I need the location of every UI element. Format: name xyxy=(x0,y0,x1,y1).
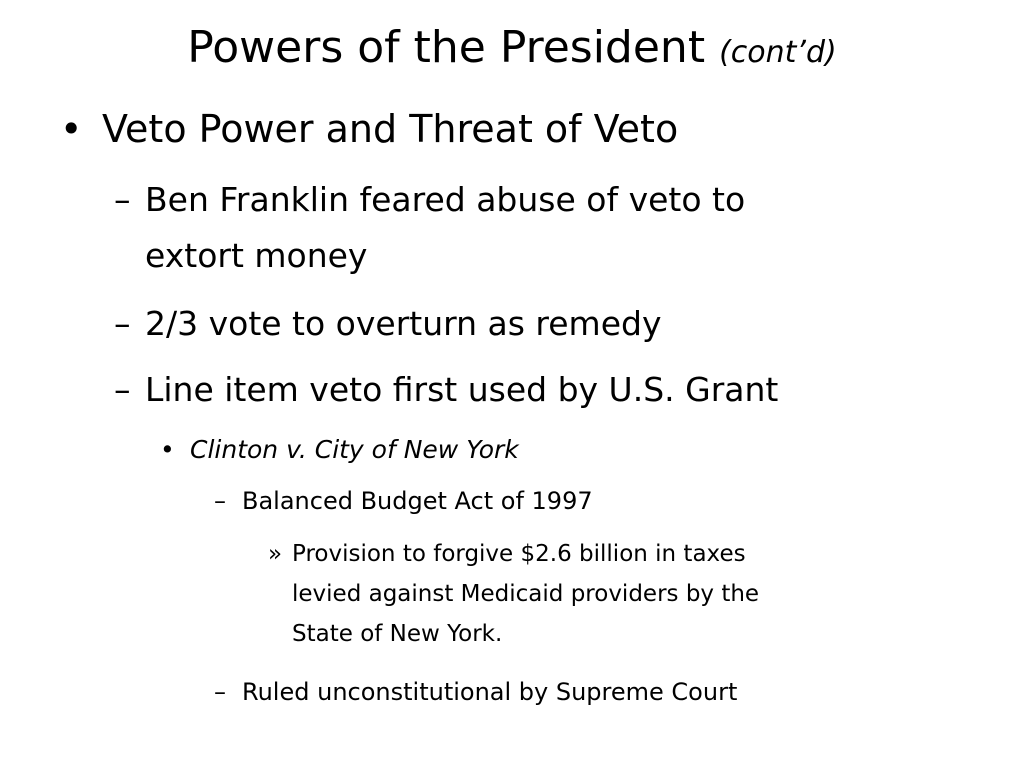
title-subtitle: (cont’d) xyxy=(719,35,837,70)
dash-marker: – xyxy=(114,180,131,219)
bullet-text: Ruled unconstitutional by Supreme Court xyxy=(242,678,738,706)
bullet-text: Balanced Budget Act of 1997 xyxy=(242,487,593,515)
bullet-text: Line item veto first used by U.S. Grant xyxy=(145,370,779,409)
case-name: Clinton v. City of New York xyxy=(190,435,519,464)
dash-marker: – xyxy=(214,678,226,706)
chevron-marker: » xyxy=(268,541,283,567)
bullet-text-line-2: extort money xyxy=(145,236,368,275)
slide-title xyxy=(0,16,1024,85)
title-main: Powers of the President xyxy=(187,22,706,73)
bullet-text-line-2: levied against Medicaid providers by the xyxy=(292,581,760,607)
dash-marker: – xyxy=(214,487,226,515)
bullet-marker: • xyxy=(60,107,83,151)
bullet-marker: • xyxy=(160,435,175,464)
bullet-text: 2/3 vote to overturn as remedy xyxy=(145,304,662,343)
bullet-text-line-1: Ben Franklin feared abuse of veto to xyxy=(145,180,746,219)
bullet-text: Veto Power and Threat of Veto xyxy=(102,107,679,151)
bullet-text-line-1: Provision to forgive $2.6 billion in taxes xyxy=(292,541,746,567)
dash-marker: – xyxy=(114,370,131,409)
bullet-text-line-3: State of New York. xyxy=(292,621,503,647)
dash-marker: – xyxy=(114,304,131,343)
